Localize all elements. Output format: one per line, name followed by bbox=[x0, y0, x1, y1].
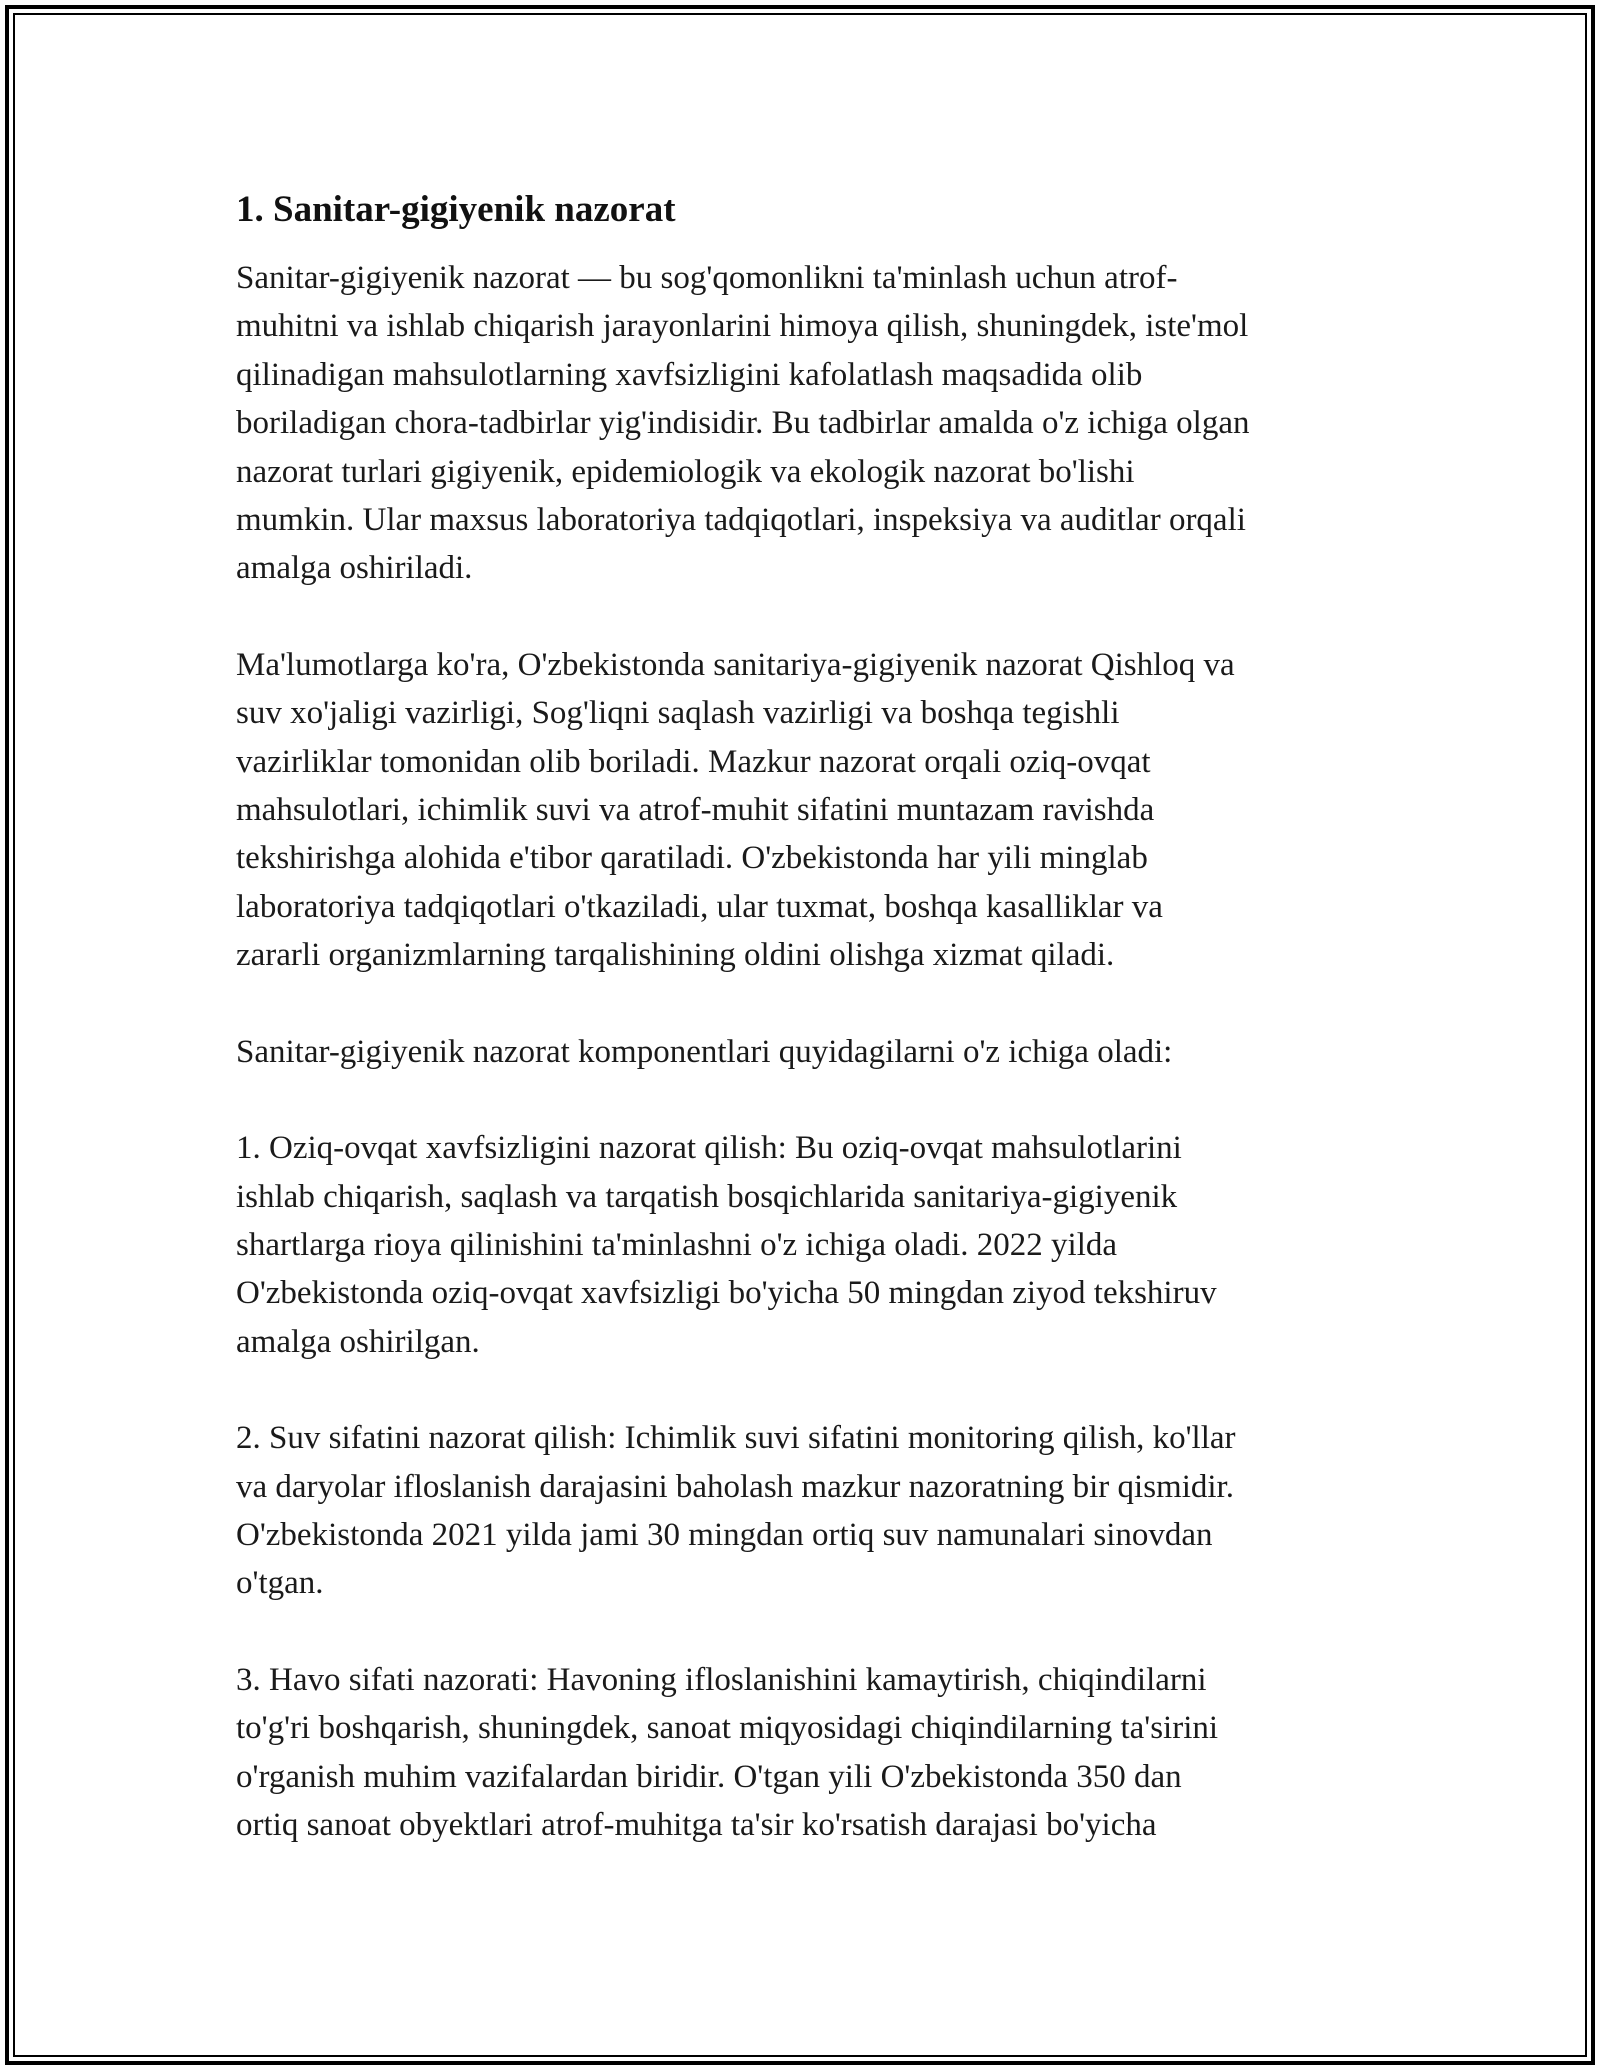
text-line: O'zbekistonda 2021 yilda jami 30 mingdan ortiq suv namunalari sinovdan bbox=[236, 1516, 1213, 1553]
text-line: ishlab chiqarish, saqlash va tarqatish bosqichlarida sanitariya-gigiyenik bbox=[236, 1178, 1178, 1215]
text-line: Sanitar-gigiyenik nazorat komponentlari quyidagilarni o'z ichiga oladi: bbox=[236, 1033, 1173, 1070]
text-line: muhitni va ishlab chiqarish jarayonlarini himoya qilish, shuningdek, iste'mol bbox=[236, 308, 1249, 345]
text-line: Ma'lumotlarga ko'ra, O'zbekistonda sanitariya-gigiyenik nazorat Qishloq va bbox=[236, 646, 1235, 683]
text-line: 2. Suv sifatini nazorat qilish: Ichimlik suvi sifatini monitoring qilish, ko'llar bbox=[236, 1420, 1236, 1457]
list-item-food-safety bbox=[236, 1124, 1376, 1366]
text-line: suv xo'jaligi vazirligi, Sog'liqni saqlash vazirligi va boshqa tegishli bbox=[236, 695, 1120, 732]
text-line: 1. Oziq-ovqat xavfsizligini nazorat qilish: Bu oziq-ovqat mahsulotlarini bbox=[236, 1130, 1182, 1167]
text-line: tekshirishga alohida e'tibor qaratiladi. O'zbekistonda har yili minglab bbox=[236, 840, 1148, 877]
text-line: to'g'ri boshqarish, shuningdek, sanoat miqyosidagi chiqindilarning ta'sirini bbox=[236, 1710, 1219, 1747]
text-line: amalga oshirilgan. bbox=[236, 1323, 480, 1360]
text-line: qilinadigan mahsulotlarning xavfsizligini kafolatlash maqsadida olib bbox=[236, 356, 1143, 393]
text-line: boriladigan chora-tadbirlar yig'indisidir. Bu tadbirlar amalda o'z ichiga olgan bbox=[236, 405, 1250, 442]
text-line: zararli organizmlarning tarqalishining oldini olishga xizmat qiladi. bbox=[236, 937, 1115, 974]
text-line: amalga oshiriladi. bbox=[236, 550, 473, 587]
document-body bbox=[236, 186, 1376, 1897]
text-line: nazorat turlari gigiyenik, epidemiologik va ekologik nazorat bo'lishi bbox=[236, 453, 1135, 490]
text-line: mumkin. Ular maxsus laboratoriya tadqiqotlari, inspeksiya va auditlar orqali bbox=[236, 502, 1246, 539]
text-line: o'tgan. bbox=[236, 1565, 324, 1602]
text-line: laboratoriya tadqiqotlari o'tkaziladi, ular tuxmat, boshqa kasalliklar va bbox=[236, 888, 1163, 925]
section-heading: 1. Sanitar-gigiyenik nazorat bbox=[236, 189, 676, 230]
paragraph-components-intro bbox=[236, 1028, 1376, 1076]
text-line: mahsulotlari, ichimlik suvi va atrof-muhit sifatini muntazam ravishda bbox=[236, 792, 1155, 829]
text-line: o'rganish muhim vazifalardan biridir. O'tgan yili O'zbekistonda 350 dan bbox=[236, 1758, 1182, 1795]
text-line: shartlarga rioya qilinishini ta'minlashni o'z ichiga oladi. 2022 yilda bbox=[236, 1226, 1118, 1263]
list-item-water-quality bbox=[236, 1414, 1376, 1608]
text-line: 3. Havo sifati nazorati: Havoning ifloslanishini kamaytirish, chiqindilarni bbox=[236, 1661, 1207, 1698]
text-line: ortiq sanoat obyektlari atrof-muhitga ta'sir ko'rsatish darajasi bo'yicha bbox=[236, 1806, 1157, 1843]
text-line: va daryolar ifloslanish darajasini baholash mazkur nazoratning bir qismidir. bbox=[236, 1468, 1234, 1505]
text-line: O'zbekistonda oziq-ovqat xavfsizligi bo'yicha 50 mingdan ziyod tekshiruv bbox=[236, 1275, 1217, 1312]
text-line: vazirliklar tomonidan olib boriladi. Mazkur nazorat orqali oziq-ovqat bbox=[236, 743, 1151, 780]
paragraph-uzbekistan-context bbox=[236, 641, 1376, 980]
list-item-air-quality bbox=[236, 1656, 1376, 1850]
text-line: Sanitar-gigiyenik nazorat — bu sog'qomonlikni ta'minlash uchun atrof- bbox=[236, 260, 1178, 296]
paragraph-definition bbox=[236, 254, 1376, 593]
